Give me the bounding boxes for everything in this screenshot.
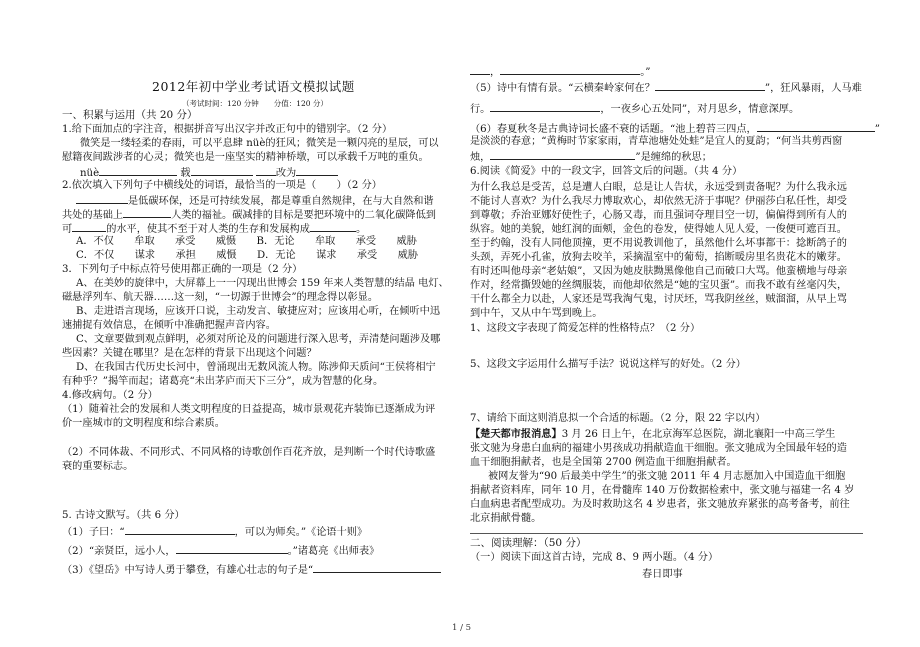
q5-blank-5a[interactable] (655, 80, 765, 91)
q5-item-5-line-1 (470, 80, 862, 95)
q1-passage-line-1: 微笑是一缕轻柔的春雨，可以平息肆 nüè的狂风；微笑是一颗闪亮的星辰，可以 (80, 138, 439, 149)
q6-passage-6: 头颈，弄死小孔雀，放狗去咬羊，采摘温室中的葡萄，掐断暖房里名贵花木的嫩芽。 (470, 252, 847, 263)
q5-item-3 (62, 562, 441, 577)
q2-stem: 2.依次填入下列句子中横线处的词语，最恰当的一项是（ ）（2 分） (62, 180, 382, 191)
q5-blank-3[interactable] (313, 562, 441, 573)
q5-blank-4b[interactable] (500, 64, 640, 75)
q1-blank-4[interactable] (296, 165, 338, 176)
q5-item-5-text-d: ，一夜乡心五处同”，对月思乡，情意深厚。 (600, 104, 800, 115)
q6-passage-9: 干什么都全力以赴，人家还是骂我淘气鬼，讨厌坯，骂我阴丝丝，贼溜溜，从早上骂 (470, 294, 847, 305)
q1-blank-1[interactable] (99, 165, 177, 176)
q7-news-tag: 【楚天都市报消息】 (470, 428, 562, 440)
q3-option-b-1: B、走进语言现场，应该开口说，主动发言、敏捷应对；应该用心听，在倾听中迅 (76, 306, 441, 317)
q6-passage-7: 有时还叫他母亲“老姑娘”，又因为她皮肤黝黑像他自己而破口大骂。他蛮横地与母亲 (470, 266, 848, 277)
q5-item-6-text-d: 烛， (470, 152, 491, 163)
q7-news-line-5: 捐献者资料库，同年 10 月，在骨髓库 140 万份数据检索中，张文驰与福建一名 4 岁 (470, 485, 855, 496)
q5-item-2-text-b: 。”诸葛亮《出师表》 (287, 546, 380, 557)
q4-sentence-1b: 价一座城市的文明程度和综合素质。 (62, 418, 225, 429)
q2-line-2-text-b: 人类的福祉。碳减排的目标是要把环境中的二氧化碳降低到 (171, 210, 436, 221)
q7-news-line-2: 张文驰为身患白血病的福建小男孩成功捐献造血干细胞。张文驰成为全国最年轻的造 (470, 443, 847, 454)
q3-option-d-2: 有种乎？”揭竿而起；诸葛亮“未出茅庐而天下三分”，成为智慧的化身。 (62, 376, 384, 387)
q1-answer-line (80, 165, 338, 180)
q7-answer-line[interactable] (470, 533, 863, 534)
q6-passage-1: 为什么我总是受苦，总是遭人白眼，总是让人告状，永远受到责备呢？为什么我永远 (470, 182, 847, 193)
q7-stem: 7、请给下面这则消息拟一个合适的标题。（2 分，限 22 字以内） (470, 413, 766, 424)
q5-item-2-text-a: （2）“亲贤臣，远小人， (62, 546, 176, 557)
q4-sentence-1a: （1）随着社会的发展和人类文明程度的日益提高，城市景观花卉装饰已逐渐成为评 (62, 404, 436, 415)
q5-item-6-text-e: ”是缠绵的秋思； (635, 152, 712, 163)
q6-passage-4: 纵容。她的美貌，她红润的面颊，金色的卷发，使得她人见人爱，一俊便可遮百丑。 (470, 224, 847, 235)
q5-item-4-end: 。” (640, 67, 651, 78)
q6-passage-2: 不能讨人喜欢？为什么我尽力博取欢心，却依然无济于事呢？伊丽莎白私任性，却受 (470, 196, 847, 207)
section-2-heading: 二、阅读理解：（50 分） (470, 537, 587, 549)
q1-label-nue: nüè (80, 168, 100, 179)
q6-passage-10: 到中午，又从中午骂到晚上。 (470, 308, 603, 319)
q3-stem: 3．下列句子中标点符号使用都正确的一项是（2 分） (62, 264, 303, 275)
q2-blank-3[interactable] (72, 221, 106, 232)
q5-blank-6b[interactable] (490, 149, 635, 160)
q4-sentence-2a: （2）不同体裁、不同形式、不同风格的诗歌创作百花齐放，是判断一个时代诗歌盛 (62, 447, 436, 458)
q3-option-c-2: 些因素？关键在哪里？是在怎样的背景下出现这个问题？ (62, 348, 317, 359)
q5-item-3-text: （3）《望岳》中写诗人勇于攀登，有雄心壮志的句子是“ (62, 565, 314, 576)
q4-stem: 4.修改病句。（2 分） (62, 390, 158, 401)
q2-blank-4[interactable] (310, 221, 356, 232)
q5-blank-6a[interactable] (757, 121, 875, 132)
q2-line-1 (76, 193, 434, 208)
q7-news-line-6: 白血病患者配型成功。为及时救助这名 4 岁患者，张文驰放弃紧张的高考备考，前往 (470, 499, 850, 510)
reading-1-intro: （一）阅读下面这首古诗，完成 8、9 两小题。（4 分） (470, 552, 719, 563)
q2-line-1-text: 是低碳环保，还是可持续发展，都是尊重自然规律，在与大自然和谐 (128, 196, 434, 207)
q5-item-6-quote: ” (874, 124, 880, 135)
q5-stem: 5. 古诗文默写。（共 6 分） (62, 510, 185, 521)
q1-label-gaiwei: 改为 (275, 168, 297, 179)
q5-blank-1[interactable] (125, 524, 235, 535)
q5-blank-5b[interactable] (490, 101, 600, 112)
q1-blank-2[interactable] (191, 165, 253, 176)
q1-passage-line-2: 慰籍夜间跋涉者的心灵；微笑也是一座坚实的精神桥墩，可以承载千万吨的重负。 (62, 152, 429, 163)
q5-item-5-text-c: 行。 (470, 104, 491, 115)
q6-passage-8: 作对，经常撕毁她的丝绸服装，而他却依然是“她的宝贝蛋”。而我不敢有丝毫闪失， (470, 280, 848, 291)
q5-item-5-text-a: （5）诗中有情有景。“云横秦岭家何在？ (470, 83, 655, 94)
q2-options-ab: A．不仅 牟取 承受 威慑 B．无论 牟取 承受 威胁 (76, 236, 417, 247)
page-number: 1 / 5 (452, 623, 472, 633)
q7-news-line-1-text: 3 月 26 日上午，在北京海军总医院，湖北襄阳一中高三学生 (561, 429, 836, 440)
q5-item-4 (470, 64, 650, 79)
exam-title: 2012年初中学业考试语文模拟试题 (152, 79, 355, 94)
q5-item-4-comma: ， (490, 67, 501, 78)
exam-info: （考试时间：120 分钟 分值：120 分） (182, 99, 328, 108)
q5-blank-2[interactable] (176, 543, 288, 554)
q4-sentence-2b: 衰的重要标志。 (62, 461, 134, 472)
q5-item-6-line-3 (470, 149, 712, 164)
q5-item-6-text-a: （6）春夏秋冬是古典诗词长盛不衰的话题。“池上碧苔三四点， (470, 124, 757, 135)
q3-option-a-1: A、在美妙的旋律中，大屏幕上一一闪现出世博会 159 年来人类智慧的结晶 电灯、 (76, 278, 449, 289)
q2-line-3-text-b: 的水平，使其不至于对人类的生存和发展构成 (106, 224, 310, 235)
q5-blank-4a[interactable] (470, 64, 490, 75)
q7-news-line-3: 血干细胞捐献者，也是全国第 2700 例造血干细胞捐献者。 (470, 457, 737, 468)
q3-option-a-2: 磁悬浮列车、航天器……这一刻，“一切源于世博会”的理念得以彰显。 (62, 292, 379, 303)
q5-item-1-text-b: ，可以为师矣。”《论语十则》 (234, 527, 368, 538)
q5-item-5-text-b: ”，狂风暴雨，人马难 (764, 83, 862, 94)
q1-label-zai: 载 (180, 168, 191, 179)
q2-line-2-text-a: 共处的基础上 (62, 210, 124, 221)
q7-news-line-4: 被网友誉为“90 后最美中学生”的张文驰 2011 年 4 月志愿加入中国造血干细胞 (488, 471, 846, 482)
q5-item-6-line-1 (470, 121, 880, 136)
q5-item-5-line-2 (470, 101, 799, 116)
q5-item-2 (62, 543, 379, 558)
q2-line-3: 可 的水平，使其不至于对人类的生存和发展构成 。 (62, 221, 366, 236)
q3-option-c-1: C、文章要做到观点鲜明，必须对所论及的问题进行深入思考，弄清楚问题涉及哪 (76, 334, 441, 345)
q7-news-line-7: 北京捐献骨髓。 (470, 513, 542, 524)
q5-item-1 (62, 524, 367, 539)
section-1-heading: 一、积累与运用（共 20 分） (62, 109, 198, 121)
q6-stem: 6.阅读《简爱》中的一段文字，回答文后的问题。（共 4 分） (470, 166, 743, 177)
q5-item-1-text-a: （1）子曰：“ (62, 527, 125, 538)
q2-options-cd: C．不仅 谋求 承担 威慑 D．无论 谋求 承受 威胁 (76, 250, 418, 261)
q6-sub-2: 5、这段文字运用什么描写手法？说说这样写的好处。（2 分） (470, 359, 746, 370)
q2-line-2 (62, 207, 436, 222)
q1-stem: 1.给下面加点的字注音，根据拼音写出汉字并改正句中的错别字。（2 分） (62, 124, 393, 135)
q3-option-b-2: 速捕捉有效信息，在倾听中准确把握声音内容。 (62, 320, 276, 331)
q5-item-6-line-2: 是淡淡的春意；“黄梅时节家家雨，青草池塘处处蛙”是宜人的夏韵；“何当共剪西窗 (470, 136, 843, 147)
q2-blank-2[interactable] (123, 207, 171, 218)
q3-option-d-1: D、在我国古代历史长河中，曾涌现出无数风流人物。陈涉仰天质问“王侯将相宁 (76, 362, 436, 373)
q2-blank-1[interactable] (76, 193, 128, 204)
q2-line-3-text-a: 可 (62, 224, 73, 235)
q6-passage-5: 至于约翰，没有人同他顶撞，更不用说教训他了，虽然他什么坏事都干：捻断鸽子的 (470, 238, 847, 249)
q6-sub-1: 1、这段文字表现了简爱怎样的性格特点？（2 分） (470, 323, 701, 334)
q7-news-line-1 (470, 428, 835, 441)
poem-title: 春日即事 (642, 569, 683, 580)
q6-passage-3: 到尊敬；乔治亚娜好使性子，心肠又毒，而且强词夺理目空一切，偏偏得到所有人的 (470, 210, 847, 221)
q1-blank-3[interactable] (256, 165, 276, 176)
